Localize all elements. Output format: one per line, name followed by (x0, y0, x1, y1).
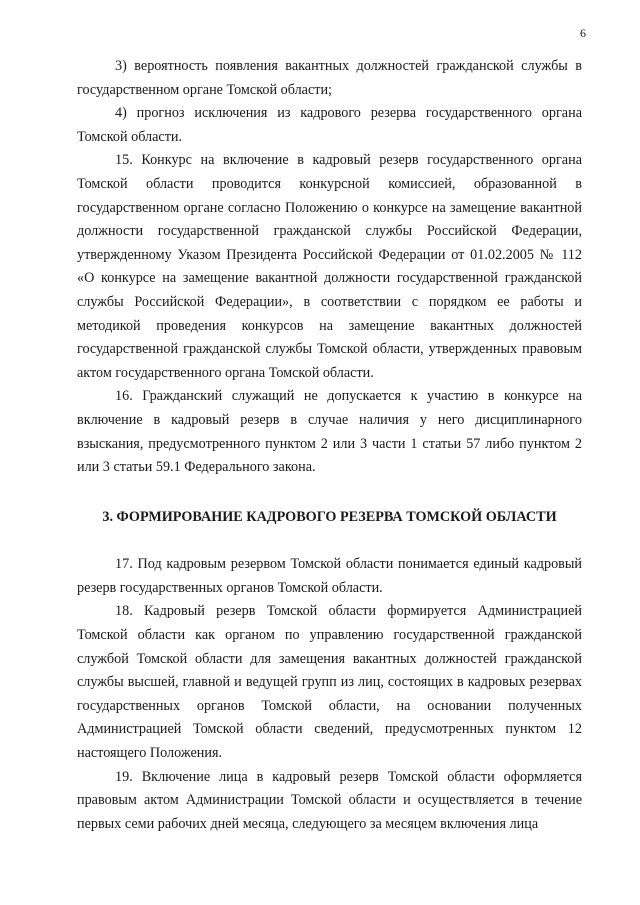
page-number: 6 (580, 26, 586, 40)
paragraph-17: 17. Под кадровым резервом Томской области понимается единый кадровый резерв государственных органов Томской области. (77, 556, 582, 596)
paragraph-18: 18. Кадровый резерв Томской области формируется Администрацией Томской области как органом по управлению государственной гражданской службой Томской области для замещения вакантных должностей гражданской службы высшей, главной и ведущей групп из лиц, состоящих в кадровых резервах государственных органов Томской области, на основании полученных Администрацией Томской области сведений, предусмотренных пунктом 12 настоящего Положения. (77, 603, 582, 762)
section-heading: 3. ФОРМИРОВАНИЕ КАДРОВОГО РЕЗЕРВА ТОМСКОЙ ОБЛАСТИ (102, 508, 557, 525)
paragraph-19: 19. Включение лица в кадровый резерв Томской области оформляется правовым актом Администрации Томской области и осуществляется в течение первых семи рабочих дней месяца, следующего за месяцем включения лица (77, 768, 582, 832)
paragraph-16: 16. Гражданский служащий не допускается к участию в конкурсе на включение в кадровый резерв в случае наличия у него дисциплинарного взыскания, предусмотренного пунктом 2 или 3 части 1 статьи 57 либо пунктом 2 или 3 статьи 59.1 Федерального закона. (77, 388, 582, 476)
document-body (77, 55, 582, 836)
paragraph-item-3: 3) вероятность появления вакантных должностей гражданской службы в государственном органе Томской области; (77, 58, 582, 98)
paragraph-15: 15. Конкурс на включение в кадровый резерв государственного органа Томской области проводится конкурсной комиссией, образованной в государственном органе согласно Положению о конкурсе на замещение вакантной должности государственной гражданской службы Российской Федерации, утвержденному Указом Президента Российской Федерации от 01.02.2005 № 112 «О конкурсе на замещение вакантной должности государственной гражданской службы Российской Федерации», в соответствии с порядком ее работы и методикой проведения конкурсов на замещение вакантных должностей государственной гражданской службы Томской области, утвержденных правовым актом государственного органа Томской области. (77, 152, 582, 381)
paragraph-item-4: 4) прогноз исключения из кадрового резерва государственного органа Томской области. (77, 105, 582, 145)
